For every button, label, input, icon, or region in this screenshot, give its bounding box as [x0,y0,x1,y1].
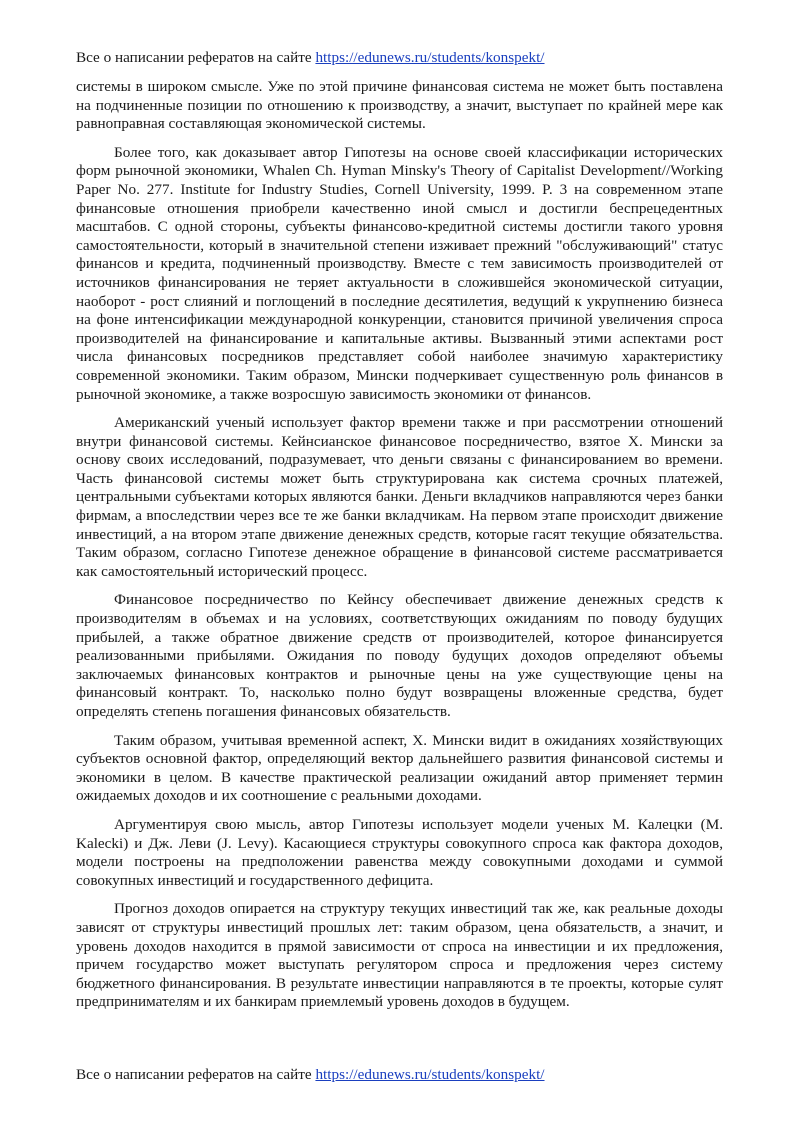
paragraph-6: Аргументируя свою мысль, автор Гипотезы использует модели ученых М. Калецки (M. Kalecki) и Дж. Леви (J. Levy). Касающиеся структуры совокупного спроса как фактора доходов, модели построены на предположении равенства между совокупными доходами и суммой совокупных инвестиций и государственного дефицита. [76,815,723,889]
header-link[interactable]: https://edunews.ru/students/konspekt/ [315,49,545,66]
paragraph-1: системы в широком смысле. Уже по этой причине финансовая система не может быть поставлена на подчиненные позиции по отношению к производству, а значит, выступает по крайней мере как равноправная составляющая экономической системы. [76,78,723,133]
paragraph-3: Американский ученый использует фактор времени также и при рассмотрении отношений внутри финансовой системы. Кейнсианское финансовое посредничество, взятое Х. Мински за основу своих исследований, подразумевает, что деньги связаны с финансированием во времени. Часть финансовой системы может быть структурирована как система срочных платежей, центральными субъектами которых являются банки. Деньги вкладчиков направляются через банки фирмам, а впоследствии через все те же банки вкладчикам. На первом этапе происходит движение инвестиций, а на втором этапе движение денежных средств, которые гасят текущие обязательства. Таким образом, согласно Гипотезе денежное обращение в финансовой системе рассматривается как самостоятельный исторический процесс. [76,414,723,580]
header-text: Все о написании рефератов на сайте [76,49,312,66]
page-footer [76,1066,736,1085]
document-body [76,78,723,1022]
paragraph-5: Таким образом, учитывая временной аспект, Х. Мински видит в ожиданиях хозяйствующих субъектов основной фактор, определяющий вектор дальнейшего развития финансовой системы и экономики в целом. В качестве практической реализации ожиданий автор применяет термин ожидаемых доходов и их соотношение с реальными доходами. [76,731,723,805]
paragraph-4: Финансовое посредничество по Кейнсу обеспечивает движение денежных средств к производителям в объемах и на условиях, соответствующих ожиданиям по поводу будущих прибылей, а также обратное движение средств от производителей, которое финансируется реализованными прибылями. Ожидания по поводу будущих доходов определяют объемы заключаемых финансовых контрактов и рыночные цены на уже существующие цены на финансовый контракт. То, насколько полно будут возвращены вложенные средства, будет определять степень погашения финансовых обязательств. [76,591,723,720]
page-header [76,49,736,68]
paragraph-2: Более того, как доказывает автор Гипотезы на основе своей классификации исторических форм рыночной экономики, Whalen Ch. Hyman Minsky's Theory of Capitalist Development//Working Paper No. 277. Institute for Industry Studies, Cornell University, 1999. P. 3 на современном этапе финансовые отношения приобрели качественно иной смысл и достигли беспрецедентных масштабов. С одной стороны, субъекты финансово-кредитной системы достигли такого уровня самостоятельности, который в значительной степени изживает прежний "обслуживающий" статус финансов и кредита, подчиненный производству. Вместе с тем зависимость производителей от источников финансирования не теряет актуальности в сложившейся экономической ситуации, наоборот - рост слияний и поглощений в последние десятилетия, ведущий к укрупнению бизнеса на фоне интенсификации международной конкуренции, становится причиной увеличения спроса производителей на финансирование и капитальные активы. Вызванный этими аспектами рост числа финансовых посредников представляет собой наиболее значимую характеристику современной экономики. Таким образом, Мински подчеркивает существенную роль финансов в рыночной экономике, а также возросшую зависимость экономики от финансов. [76,143,723,403]
paragraph-7: Прогноз доходов опирается на структуру текущих инвестиций так же, как реальные доходы зависят от структуры инвестиций прошлых лет: таким образом, цена обязательств, а значит, и уровень доходов находится в прямой зависимости от спроса на инвестиции и их предложения, причем государство может выступать регулятором спроса и предложения через систему бюджетного финансирования. В результате инвестиции направляются в те проекты, которые сулят предпринимателям и их банкирам приемлемый уровень доходов в будущем. [76,900,723,1011]
footer-text: Все о написании рефератов на сайте [76,1066,312,1083]
footer-link[interactable]: https://edunews.ru/students/konspekt/ [315,1066,545,1083]
